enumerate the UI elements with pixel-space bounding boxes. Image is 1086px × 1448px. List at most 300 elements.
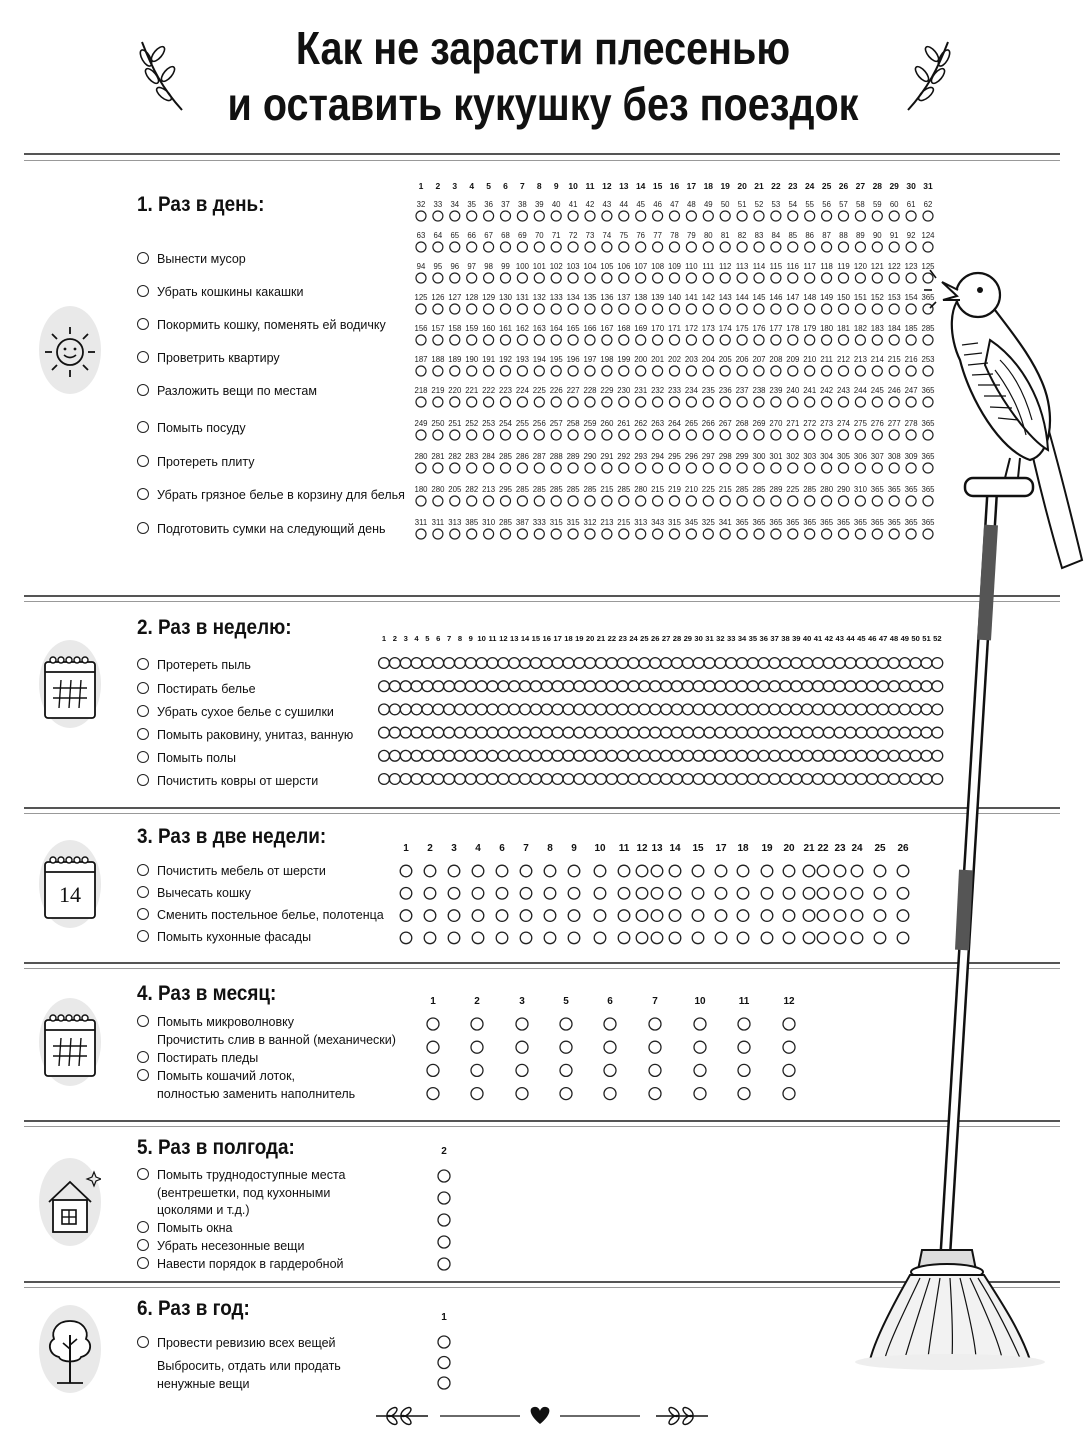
- day-checkbox[interactable]: [484, 304, 494, 314]
- day-checkbox[interactable]: [670, 463, 680, 473]
- day-checkbox[interactable]: [771, 366, 781, 376]
- day-checkbox[interactable]: [416, 397, 426, 407]
- day-checkbox[interactable]: [788, 304, 798, 314]
- week-checkbox[interactable]: [574, 658, 585, 669]
- year-checkbox[interactable]: [438, 1357, 450, 1369]
- day-checkbox[interactable]: [771, 273, 781, 283]
- day-checkbox[interactable]: [754, 273, 764, 283]
- week-checkbox[interactable]: [780, 658, 791, 669]
- day-checkbox[interactable]: [568, 397, 578, 407]
- biweek-checkbox[interactable]: [618, 910, 630, 922]
- biweek-checkbox[interactable]: [803, 910, 815, 922]
- day-checkbox[interactable]: [822, 430, 832, 440]
- week-checkbox[interactable]: [650, 658, 661, 669]
- week-checkbox[interactable]: [650, 750, 661, 761]
- biweek-checkbox[interactable]: [568, 932, 580, 944]
- task-item[interactable]: [137, 1256, 344, 1273]
- day-checkbox[interactable]: [534, 463, 544, 473]
- day-checkbox[interactable]: [568, 211, 578, 221]
- day-checkbox[interactable]: [906, 211, 916, 221]
- day-checkbox[interactable]: [501, 529, 511, 539]
- week-checkbox[interactable]: [552, 681, 563, 692]
- week-checkbox[interactable]: [541, 774, 552, 785]
- day-checkbox[interactable]: [534, 242, 544, 252]
- day-checkbox[interactable]: [585, 430, 595, 440]
- day-checkbox[interactable]: [551, 496, 561, 506]
- day-checkbox[interactable]: [450, 463, 460, 473]
- week-checkbox[interactable]: [596, 774, 607, 785]
- week-checkbox[interactable]: [650, 681, 661, 692]
- day-checkbox[interactable]: [585, 242, 595, 252]
- week-checkbox[interactable]: [693, 704, 704, 715]
- day-checkbox[interactable]: [686, 496, 696, 506]
- week-checkbox[interactable]: [520, 704, 531, 715]
- day-checkbox[interactable]: [703, 273, 713, 283]
- task-radio[interactable]: [137, 1168, 149, 1180]
- day-checkbox[interactable]: [737, 463, 747, 473]
- week-checkbox[interactable]: [509, 727, 520, 738]
- week-checkbox[interactable]: [748, 750, 759, 761]
- day-checkbox[interactable]: [670, 211, 680, 221]
- week-checkbox[interactable]: [476, 681, 487, 692]
- day-checkbox[interactable]: [433, 529, 443, 539]
- day-checkbox[interactable]: [467, 242, 477, 252]
- week-checkbox[interactable]: [682, 727, 693, 738]
- week-checkbox[interactable]: [834, 750, 845, 761]
- day-checkbox[interactable]: [653, 529, 663, 539]
- month-checkbox[interactable]: [783, 1088, 795, 1100]
- week-checkbox[interactable]: [758, 658, 769, 669]
- week-checkbox[interactable]: [639, 750, 650, 761]
- month-checkbox[interactable]: [604, 1041, 616, 1053]
- day-checkbox[interactable]: [433, 366, 443, 376]
- day-checkbox[interactable]: [501, 430, 511, 440]
- day-checkbox[interactable]: [450, 430, 460, 440]
- week-checkbox[interactable]: [737, 658, 748, 669]
- day-checkbox[interactable]: [720, 397, 730, 407]
- day-checkbox[interactable]: [450, 496, 460, 506]
- day-checkbox[interactable]: [551, 397, 561, 407]
- day-checkbox[interactable]: [670, 529, 680, 539]
- day-checkbox[interactable]: [484, 397, 494, 407]
- biweek-checkbox[interactable]: [651, 865, 663, 877]
- week-checkbox[interactable]: [661, 727, 672, 738]
- day-checkbox[interactable]: [771, 304, 781, 314]
- biweek-checkbox[interactable]: [636, 888, 648, 900]
- day-checkbox[interactable]: [771, 211, 781, 221]
- day-checkbox[interactable]: [839, 211, 849, 221]
- biweek-checkbox[interactable]: [761, 865, 773, 877]
- day-checkbox[interactable]: [771, 463, 781, 473]
- biweek-checkbox[interactable]: [803, 888, 815, 900]
- day-checkbox[interactable]: [653, 463, 663, 473]
- task-item[interactable]: [137, 929, 311, 946]
- week-checkbox[interactable]: [791, 727, 802, 738]
- day-checkbox[interactable]: [551, 430, 561, 440]
- biweek-checkbox[interactable]: [496, 888, 508, 900]
- day-checkbox[interactable]: [619, 529, 629, 539]
- task-radio[interactable]: [137, 682, 149, 694]
- day-checkbox[interactable]: [788, 335, 798, 345]
- task-item[interactable]: [137, 420, 246, 437]
- week-checkbox[interactable]: [650, 727, 661, 738]
- day-checkbox[interactable]: [737, 335, 747, 345]
- week-checkbox[interactable]: [444, 681, 455, 692]
- week-checkbox[interactable]: [748, 727, 759, 738]
- day-checkbox[interactable]: [805, 397, 815, 407]
- week-checkbox[interactable]: [834, 774, 845, 785]
- month-checkbox[interactable]: [738, 1018, 750, 1030]
- task-radio[interactable]: [137, 421, 149, 433]
- month-checkbox[interactable]: [649, 1018, 661, 1030]
- day-checkbox[interactable]: [551, 304, 561, 314]
- biweek-checkbox[interactable]: [817, 910, 829, 922]
- biweek-checkbox[interactable]: [737, 910, 749, 922]
- month-checkbox[interactable]: [694, 1064, 706, 1076]
- day-checkbox[interactable]: [450, 304, 460, 314]
- week-checkbox[interactable]: [606, 727, 617, 738]
- day-checkbox[interactable]: [771, 496, 781, 506]
- biweek-checkbox[interactable]: [651, 888, 663, 900]
- week-checkbox[interactable]: [498, 658, 509, 669]
- day-checkbox[interactable]: [805, 335, 815, 345]
- biweek-checkbox[interactable]: [636, 910, 648, 922]
- day-checkbox[interactable]: [889, 211, 899, 221]
- week-checkbox[interactable]: [487, 681, 498, 692]
- week-checkbox[interactable]: [411, 750, 422, 761]
- day-checkbox[interactable]: [636, 397, 646, 407]
- week-checkbox[interactable]: [552, 727, 563, 738]
- week-checkbox[interactable]: [531, 750, 542, 761]
- biweek-checkbox[interactable]: [496, 865, 508, 877]
- day-checkbox[interactable]: [754, 242, 764, 252]
- day-checkbox[interactable]: [501, 335, 511, 345]
- day-checkbox[interactable]: [551, 366, 561, 376]
- day-checkbox[interactable]: [484, 335, 494, 345]
- week-checkbox[interactable]: [726, 658, 737, 669]
- week-checkbox[interactable]: [813, 727, 824, 738]
- week-checkbox[interactable]: [617, 704, 628, 715]
- week-checkbox[interactable]: [780, 681, 791, 692]
- week-checkbox[interactable]: [628, 727, 639, 738]
- day-checkbox[interactable]: [839, 366, 849, 376]
- day-checkbox[interactable]: [670, 242, 680, 252]
- day-checkbox[interactable]: [636, 273, 646, 283]
- biweek-checkbox[interactable]: [448, 888, 460, 900]
- week-checkbox[interactable]: [769, 658, 780, 669]
- biweek-checkbox[interactable]: [568, 888, 580, 900]
- task-item[interactable]: [137, 773, 318, 790]
- week-checkbox[interactable]: [823, 774, 834, 785]
- task-item[interactable]: [137, 704, 334, 721]
- day-checkbox[interactable]: [805, 211, 815, 221]
- week-checkbox[interactable]: [422, 658, 433, 669]
- week-checkbox[interactable]: [476, 774, 487, 785]
- biweek-checkbox[interactable]: [737, 932, 749, 944]
- day-checkbox[interactable]: [839, 529, 849, 539]
- day-checkbox[interactable]: [805, 463, 815, 473]
- day-checkbox[interactable]: [551, 211, 561, 221]
- week-checkbox[interactable]: [498, 774, 509, 785]
- biweek-checkbox[interactable]: [817, 865, 829, 877]
- week-checkbox[interactable]: [509, 704, 520, 715]
- day-checkbox[interactable]: [839, 273, 849, 283]
- biweek-checkbox[interactable]: [594, 888, 606, 900]
- task-radio[interactable]: [137, 1015, 149, 1027]
- biweek-checkbox[interactable]: [618, 865, 630, 877]
- task-radio[interactable]: [137, 886, 149, 898]
- halfyear-checkbox[interactable]: [438, 1214, 450, 1226]
- day-checkbox[interactable]: [568, 430, 578, 440]
- day-checkbox[interactable]: [467, 496, 477, 506]
- week-checkbox[interactable]: [802, 681, 813, 692]
- day-checkbox[interactable]: [433, 211, 443, 221]
- day-checkbox[interactable]: [568, 242, 578, 252]
- month-checkbox[interactable]: [694, 1088, 706, 1100]
- day-checkbox[interactable]: [754, 397, 764, 407]
- task-radio[interactable]: [137, 384, 149, 396]
- day-checkbox[interactable]: [619, 366, 629, 376]
- week-checkbox[interactable]: [693, 681, 704, 692]
- week-checkbox[interactable]: [704, 658, 715, 669]
- week-checkbox[interactable]: [455, 658, 466, 669]
- month-checkbox[interactable]: [516, 1018, 528, 1030]
- day-checkbox[interactable]: [670, 366, 680, 376]
- day-checkbox[interactable]: [619, 397, 629, 407]
- week-checkbox[interactable]: [389, 658, 400, 669]
- task-item[interactable]: [137, 885, 251, 902]
- task-radio[interactable]: [137, 1221, 149, 1233]
- day-checkbox[interactable]: [805, 366, 815, 376]
- day-checkbox[interactable]: [602, 496, 612, 506]
- task-radio[interactable]: [137, 1051, 149, 1063]
- week-checkbox[interactable]: [715, 658, 726, 669]
- day-checkbox[interactable]: [534, 397, 544, 407]
- task-radio[interactable]: [137, 908, 149, 920]
- week-checkbox[interactable]: [682, 704, 693, 715]
- biweek-checkbox[interactable]: [803, 932, 815, 944]
- day-checkbox[interactable]: [602, 529, 612, 539]
- week-checkbox[interactable]: [520, 774, 531, 785]
- biweek-checkbox[interactable]: [834, 865, 846, 877]
- task-item[interactable]: [137, 907, 384, 924]
- day-checkbox[interactable]: [602, 463, 612, 473]
- week-checkbox[interactable]: [379, 774, 390, 785]
- month-checkbox[interactable]: [471, 1064, 483, 1076]
- task-item[interactable]: [137, 284, 303, 301]
- week-checkbox[interactable]: [487, 750, 498, 761]
- week-checkbox[interactable]: [400, 750, 411, 761]
- month-checkbox[interactable]: [560, 1041, 572, 1053]
- week-checkbox[interactable]: [585, 681, 596, 692]
- day-checkbox[interactable]: [788, 463, 798, 473]
- day-checkbox[interactable]: [568, 529, 578, 539]
- day-checkbox[interactable]: [416, 366, 426, 376]
- week-checkbox[interactable]: [585, 704, 596, 715]
- week-checkbox[interactable]: [606, 774, 617, 785]
- week-checkbox[interactable]: [737, 681, 748, 692]
- month-checkbox[interactable]: [783, 1041, 795, 1053]
- task-radio[interactable]: [137, 774, 149, 786]
- week-checkbox[interactable]: [422, 681, 433, 692]
- task-item[interactable]: [137, 863, 326, 880]
- day-checkbox[interactable]: [703, 242, 713, 252]
- day-checkbox[interactable]: [923, 211, 933, 221]
- day-checkbox[interactable]: [433, 397, 443, 407]
- week-checkbox[interactable]: [737, 750, 748, 761]
- day-checkbox[interactable]: [517, 211, 527, 221]
- day-checkbox[interactable]: [636, 242, 646, 252]
- day-checkbox[interactable]: [771, 430, 781, 440]
- day-checkbox[interactable]: [822, 273, 832, 283]
- year-checkbox[interactable]: [438, 1377, 450, 1389]
- month-checkbox[interactable]: [471, 1088, 483, 1100]
- week-checkbox[interactable]: [433, 658, 444, 669]
- day-checkbox[interactable]: [839, 335, 849, 345]
- week-checkbox[interactable]: [639, 774, 650, 785]
- day-checkbox[interactable]: [467, 211, 477, 221]
- week-checkbox[interactable]: [411, 658, 422, 669]
- week-checkbox[interactable]: [389, 681, 400, 692]
- day-checkbox[interactable]: [822, 335, 832, 345]
- week-checkbox[interactable]: [411, 727, 422, 738]
- day-checkbox[interactable]: [703, 304, 713, 314]
- biweek-checkbox[interactable]: [834, 932, 846, 944]
- day-checkbox[interactable]: [670, 496, 680, 506]
- day-checkbox[interactable]: [822, 304, 832, 314]
- day-checkbox[interactable]: [653, 430, 663, 440]
- day-checkbox[interactable]: [839, 463, 849, 473]
- week-checkbox[interactable]: [574, 704, 585, 715]
- week-checkbox[interactable]: [596, 681, 607, 692]
- day-checkbox[interactable]: [534, 366, 544, 376]
- day-checkbox[interactable]: [619, 304, 629, 314]
- day-checkbox[interactable]: [670, 397, 680, 407]
- week-checkbox[interactable]: [389, 704, 400, 715]
- week-checkbox[interactable]: [639, 658, 650, 669]
- week-checkbox[interactable]: [422, 750, 433, 761]
- day-checkbox[interactable]: [636, 335, 646, 345]
- week-checkbox[interactable]: [411, 704, 422, 715]
- week-checkbox[interactable]: [628, 750, 639, 761]
- week-checkbox[interactable]: [802, 727, 813, 738]
- day-checkbox[interactable]: [805, 529, 815, 539]
- task-radio[interactable]: [137, 705, 149, 717]
- biweek-checkbox[interactable]: [669, 888, 681, 900]
- month-checkbox[interactable]: [516, 1064, 528, 1076]
- task-item[interactable]: [137, 251, 246, 268]
- week-checkbox[interactable]: [726, 704, 737, 715]
- biweek-checkbox[interactable]: [594, 932, 606, 944]
- task-item[interactable]: [137, 487, 405, 504]
- biweek-checkbox[interactable]: [400, 910, 412, 922]
- week-checkbox[interactable]: [455, 704, 466, 715]
- biweek-checkbox[interactable]: [737, 888, 749, 900]
- week-checkbox[interactable]: [682, 681, 693, 692]
- week-checkbox[interactable]: [509, 658, 520, 669]
- week-checkbox[interactable]: [823, 658, 834, 669]
- day-checkbox[interactable]: [822, 496, 832, 506]
- day-checkbox[interactable]: [737, 366, 747, 376]
- day-checkbox[interactable]: [737, 496, 747, 506]
- week-checkbox[interactable]: [650, 774, 661, 785]
- week-checkbox[interactable]: [400, 774, 411, 785]
- week-checkbox[interactable]: [758, 750, 769, 761]
- week-checkbox[interactable]: [487, 774, 498, 785]
- biweek-checkbox[interactable]: [424, 888, 436, 900]
- day-checkbox[interactable]: [686, 273, 696, 283]
- day-checkbox[interactable]: [517, 397, 527, 407]
- day-checkbox[interactable]: [788, 430, 798, 440]
- day-checkbox[interactable]: [839, 430, 849, 440]
- task-radio[interactable]: [137, 522, 149, 534]
- week-checkbox[interactable]: [834, 727, 845, 738]
- week-checkbox[interactable]: [563, 704, 574, 715]
- day-checkbox[interactable]: [433, 335, 443, 345]
- task-radio[interactable]: [137, 252, 149, 264]
- week-checkbox[interactable]: [400, 704, 411, 715]
- week-checkbox[interactable]: [585, 750, 596, 761]
- week-checkbox[interactable]: [444, 704, 455, 715]
- day-checkbox[interactable]: [805, 304, 815, 314]
- week-checkbox[interactable]: [672, 750, 683, 761]
- day-checkbox[interactable]: [872, 211, 882, 221]
- day-checkbox[interactable]: [822, 463, 832, 473]
- day-checkbox[interactable]: [737, 529, 747, 539]
- biweek-checkbox[interactable]: [692, 865, 704, 877]
- day-checkbox[interactable]: [450, 211, 460, 221]
- day-checkbox[interactable]: [534, 529, 544, 539]
- day-checkbox[interactable]: [636, 211, 646, 221]
- week-checkbox[interactable]: [704, 681, 715, 692]
- week-checkbox[interactable]: [520, 658, 531, 669]
- biweek-checkbox[interactable]: [472, 888, 484, 900]
- week-checkbox[interactable]: [748, 658, 759, 669]
- day-checkbox[interactable]: [720, 463, 730, 473]
- week-checkbox[interactable]: [813, 774, 824, 785]
- week-checkbox[interactable]: [541, 658, 552, 669]
- day-checkbox[interactable]: [653, 397, 663, 407]
- week-checkbox[interactable]: [617, 750, 628, 761]
- week-checkbox[interactable]: [606, 658, 617, 669]
- week-checkbox[interactable]: [606, 681, 617, 692]
- week-checkbox[interactable]: [813, 681, 824, 692]
- day-checkbox[interactable]: [686, 211, 696, 221]
- task-radio[interactable]: [137, 1239, 149, 1251]
- day-checkbox[interactable]: [653, 242, 663, 252]
- task-radio[interactable]: [137, 930, 149, 942]
- day-checkbox[interactable]: [737, 211, 747, 221]
- day-checkbox[interactable]: [585, 397, 595, 407]
- week-checkbox[interactable]: [389, 774, 400, 785]
- month-checkbox[interactable]: [738, 1041, 750, 1053]
- week-checkbox[interactable]: [628, 704, 639, 715]
- week-checkbox[interactable]: [379, 750, 390, 761]
- week-checkbox[interactable]: [823, 704, 834, 715]
- week-checkbox[interactable]: [639, 704, 650, 715]
- month-checkbox[interactable]: [694, 1018, 706, 1030]
- day-checkbox[interactable]: [720, 496, 730, 506]
- day-checkbox[interactable]: [703, 529, 713, 539]
- day-checkbox[interactable]: [602, 273, 612, 283]
- task-item[interactable]: [137, 1014, 294, 1031]
- day-checkbox[interactable]: [416, 496, 426, 506]
- day-checkbox[interactable]: [703, 496, 713, 506]
- biweek-checkbox[interactable]: [400, 932, 412, 944]
- day-checkbox[interactable]: [720, 242, 730, 252]
- day-checkbox[interactable]: [551, 335, 561, 345]
- week-checkbox[interactable]: [498, 750, 509, 761]
